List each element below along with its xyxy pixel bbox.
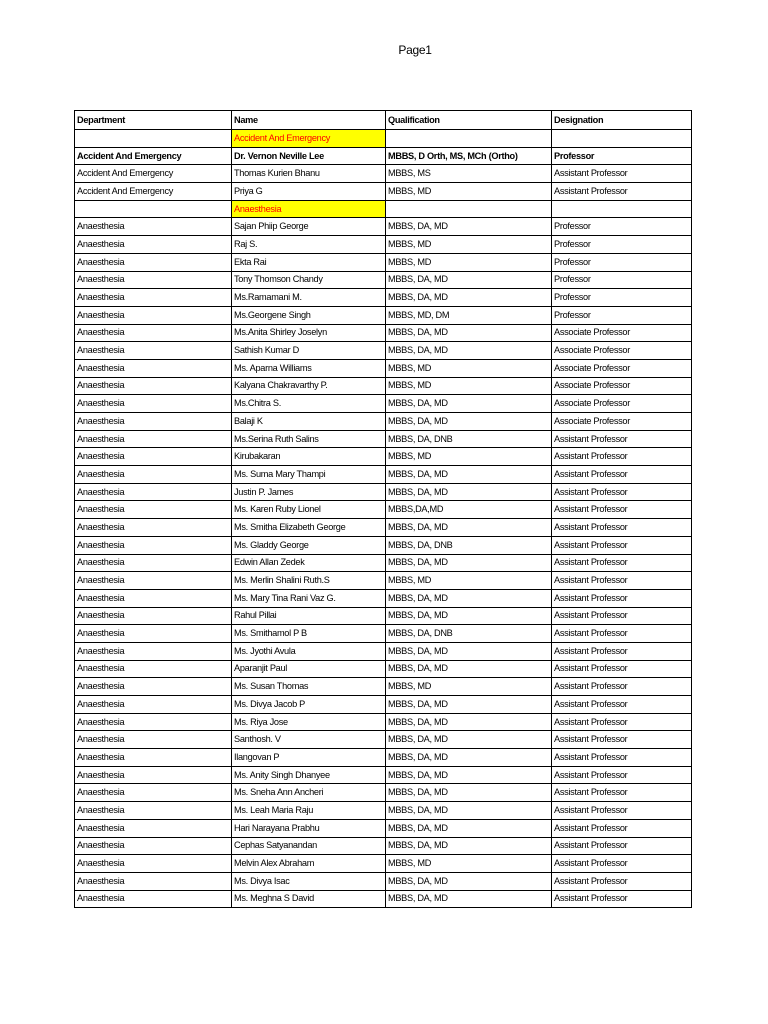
cell-qualification: MBBS, DA, DNB <box>386 430 552 448</box>
cell-department: Anaesthesia <box>75 236 232 254</box>
cell-name: Ms.Serina Ruth Salins <box>232 430 386 448</box>
cell-name: Melvin Alex Abraham <box>232 855 386 873</box>
cell-department: Anaesthesia <box>75 572 232 590</box>
cell-name: Ms. Divya Isac <box>232 872 386 890</box>
section-label: Accident And Emergency <box>232 130 386 148</box>
cell-name: Ms.Anita Shirley Joselyn <box>232 324 386 342</box>
cell-name: Ms. Smitha Elizabeth George <box>232 519 386 537</box>
table-row <box>75 377 692 395</box>
table-cell-empty <box>386 200 552 218</box>
table-row <box>75 713 692 731</box>
cell-department: Anaesthesia <box>75 359 232 377</box>
cell-designation: Assistant Professor <box>552 430 692 448</box>
cell-designation: Professor <box>552 253 692 271</box>
cell-designation: Associate Professor <box>552 359 692 377</box>
cell-department: Anaesthesia <box>75 731 232 749</box>
cell-designation: Assistant Professor <box>552 696 692 714</box>
cell-designation: Assistant Professor <box>552 766 692 784</box>
table-row <box>75 289 692 307</box>
cell-designation: Assistant Professor <box>552 855 692 873</box>
cell-designation: Assistant Professor <box>552 872 692 890</box>
cell-name: Sathish Kumar D <box>232 342 386 360</box>
cell-name: Kalyana Chakravarthy P. <box>232 377 386 395</box>
table-body <box>75 111 692 908</box>
cell-designation: Assistant Professor <box>552 713 692 731</box>
cell-designation: Assistant Professor <box>552 802 692 820</box>
cell-designation: Associate Professor <box>552 324 692 342</box>
cell-qualification: MBBS, DA, MD <box>386 466 552 484</box>
cell-name: Ms. Riya Jose <box>232 713 386 731</box>
section-row <box>75 130 692 148</box>
table-row <box>75 253 692 271</box>
table-row <box>75 890 692 908</box>
header-name: Name <box>232 111 386 130</box>
cell-name: Ms. Aparna Williams <box>232 359 386 377</box>
cell-designation: Assistant Professor <box>552 660 692 678</box>
cell-name: Ekta Rai <box>232 253 386 271</box>
cell-qualification: MBBS, DA, MD <box>386 749 552 767</box>
cell-qualification: MBBS, DA, MD <box>386 784 552 802</box>
cell-designation: Professor <box>552 147 692 165</box>
cell-name: Hari Narayana Prabhu <box>232 819 386 837</box>
cell-qualification: MBBS, DA, MD <box>386 872 552 890</box>
table-row <box>75 236 692 254</box>
cell-name: Ms. Susan Thomas <box>232 678 386 696</box>
table-row <box>75 147 692 165</box>
cell-department: Anaesthesia <box>75 306 232 324</box>
table-row <box>75 554 692 572</box>
table-row <box>75 731 692 749</box>
table-row <box>75 802 692 820</box>
cell-designation: Assistant Professor <box>552 749 692 767</box>
cell-department: Anaesthesia <box>75 483 232 501</box>
cell-qualification: MBBS, MD <box>386 236 552 254</box>
table-row <box>75 749 692 767</box>
cell-name: Tony Thomson Chandy <box>232 271 386 289</box>
table-row <box>75 872 692 890</box>
cell-designation: Assistant Professor <box>552 165 692 183</box>
cell-qualification: MBBS, DA, MD <box>386 890 552 908</box>
cell-designation: Assistant Professor <box>552 483 692 501</box>
cell-qualification: MBBS, MD <box>386 855 552 873</box>
cell-designation: Assistant Professor <box>552 642 692 660</box>
cell-designation: Assistant Professor <box>552 466 692 484</box>
cell-department: Anaesthesia <box>75 430 232 448</box>
table-row <box>75 625 692 643</box>
cell-name: Ms. Suma Mary Thampi <box>232 466 386 484</box>
table-cell-empty <box>75 130 232 148</box>
cell-designation: Assistant Professor <box>552 819 692 837</box>
cell-qualification: MBBS, MD <box>386 448 552 466</box>
cell-department: Anaesthesia <box>75 413 232 431</box>
page-title: Page1 <box>398 43 432 57</box>
cell-designation: Assistant Professor <box>552 572 692 590</box>
cell-name: Ms. Meghna S David <box>232 890 386 908</box>
cell-department: Anaesthesia <box>75 766 232 784</box>
cell-department: Anaesthesia <box>75 749 232 767</box>
table-row <box>75 430 692 448</box>
header-qualification: Qualification <box>386 111 552 130</box>
cell-name: Santhosh. V <box>232 731 386 749</box>
cell-designation: Professor <box>552 271 692 289</box>
cell-name: Rahul Pillai <box>232 607 386 625</box>
cell-name: Cephas Satyanandan <box>232 837 386 855</box>
cell-qualification: MBBS, DA, MD <box>386 642 552 660</box>
table-row <box>75 678 692 696</box>
cell-qualification: MBBS, MD <box>386 359 552 377</box>
cell-name: Ms. Jyothi Avula <box>232 642 386 660</box>
table-row <box>75 342 692 360</box>
cell-department: Anaesthesia <box>75 519 232 537</box>
table-row <box>75 696 692 714</box>
cell-designation: Professor <box>552 218 692 236</box>
table-row <box>75 819 692 837</box>
table-row <box>75 589 692 607</box>
section-row <box>75 200 692 218</box>
cell-qualification: MBBS, DA, MD <box>386 802 552 820</box>
cell-department: Accident And Emergency <box>75 165 232 183</box>
table-row <box>75 448 692 466</box>
cell-department: Anaesthesia <box>75 253 232 271</box>
cell-qualification: MBBS, DA, MD <box>386 413 552 431</box>
cell-name: Sajan Phiip George <box>232 218 386 236</box>
cell-qualification: MBBS, DA, MD <box>386 519 552 537</box>
cell-designation: Professor <box>552 236 692 254</box>
table-cell-empty <box>552 200 692 218</box>
cell-name: Ms. Anity Singh Dhanyee <box>232 766 386 784</box>
cell-qualification: MBBS, D Orth, MS, MCh (Ortho) <box>386 147 552 165</box>
cell-department: Anaesthesia <box>75 802 232 820</box>
cell-name: Ms. Smithamol P B <box>232 625 386 643</box>
cell-designation: Assistant Professor <box>552 183 692 201</box>
cell-qualification: MBBS, MD <box>386 572 552 590</box>
cell-qualification: MBBS, MD, DM <box>386 306 552 324</box>
cell-name: Thomas Kurien Bhanu <box>232 165 386 183</box>
cell-name: Ms.Chitra S. <box>232 395 386 413</box>
cell-name: Ms. Mary Tina Rani Vaz G. <box>232 589 386 607</box>
cell-qualification: MBBS, MD <box>386 253 552 271</box>
cell-department: Anaesthesia <box>75 642 232 660</box>
cell-department: Anaesthesia <box>75 324 232 342</box>
cell-department: Accident And Emergency <box>75 147 232 165</box>
cell-designation: Assistant Professor <box>552 554 692 572</box>
cell-qualification: MBBS, DA, DNB <box>386 625 552 643</box>
table-row <box>75 784 692 802</box>
cell-designation: Assistant Professor <box>552 536 692 554</box>
cell-designation: Assistant Professor <box>552 625 692 643</box>
cell-name: Ms. Merlin Shalini Ruth.S <box>232 572 386 590</box>
table-row <box>75 837 692 855</box>
cell-qualification: MBBS, DA, MD <box>386 713 552 731</box>
cell-qualification: MBBS, MD <box>386 183 552 201</box>
table-row <box>75 466 692 484</box>
cell-name: Kirubakaran <box>232 448 386 466</box>
cell-name: Ms. Leah Maria Raju <box>232 802 386 820</box>
cell-department: Accident And Emergency <box>75 183 232 201</box>
header-department: Department <box>75 111 232 130</box>
cell-qualification: MBBS, DA, MD <box>386 819 552 837</box>
cell-qualification: MBBS, DA, MD <box>386 271 552 289</box>
cell-qualification: MBBS, MD <box>386 377 552 395</box>
cell-department: Anaesthesia <box>75 218 232 236</box>
cell-name: Ms.Ramamani M. <box>232 289 386 307</box>
cell-name: Ms.Georgene Singh <box>232 306 386 324</box>
table-row <box>75 501 692 519</box>
cell-designation: Assistant Professor <box>552 678 692 696</box>
cell-name: Ms. Gladdy George <box>232 536 386 554</box>
cell-department: Anaesthesia <box>75 554 232 572</box>
cell-designation: Associate Professor <box>552 377 692 395</box>
cell-qualification: MBBS, DA, MD <box>386 837 552 855</box>
cell-designation: Professor <box>552 289 692 307</box>
table-row <box>75 359 692 377</box>
cell-qualification: MBBS, DA, MD <box>386 554 552 572</box>
cell-qualification: MBBS, DA, MD <box>386 660 552 678</box>
table-row <box>75 766 692 784</box>
table-row <box>75 483 692 501</box>
cell-department: Anaesthesia <box>75 536 232 554</box>
cell-department: Anaesthesia <box>75 855 232 873</box>
cell-qualification: MBBS, DA, MD <box>386 324 552 342</box>
table-row <box>75 165 692 183</box>
table-row <box>75 519 692 537</box>
cell-qualification: MBBS, DA, MD <box>386 607 552 625</box>
cell-department: Anaesthesia <box>75 271 232 289</box>
cell-name: Ilangovan P <box>232 749 386 767</box>
cell-designation: Professor <box>552 306 692 324</box>
cell-department: Anaesthesia <box>75 660 232 678</box>
table-row <box>75 183 692 201</box>
table-row <box>75 855 692 873</box>
cell-department: Anaesthesia <box>75 607 232 625</box>
table-cell-empty <box>75 200 232 218</box>
cell-department: Anaesthesia <box>75 625 232 643</box>
header-designation: Designation <box>552 111 692 130</box>
cell-qualification: MBBS, DA, MD <box>386 218 552 236</box>
table-row <box>75 607 692 625</box>
cell-department: Anaesthesia <box>75 678 232 696</box>
table-cell-empty <box>552 130 692 148</box>
cell-name: Dr. Vernon Neville Lee <box>232 147 386 165</box>
cell-department: Anaesthesia <box>75 890 232 908</box>
cell-department: Anaesthesia <box>75 342 232 360</box>
cell-designation: Assistant Professor <box>552 448 692 466</box>
cell-designation: Assistant Professor <box>552 501 692 519</box>
cell-department: Anaesthesia <box>75 837 232 855</box>
cell-designation: Associate Professor <box>552 413 692 431</box>
cell-name: Balaji K <box>232 413 386 431</box>
cell-name: Aparanjit Paul <box>232 660 386 678</box>
cell-qualification: MBBS, DA, MD <box>386 289 552 307</box>
cell-designation: Assistant Professor <box>552 890 692 908</box>
cell-designation: Assistant Professor <box>552 837 692 855</box>
cell-department: Anaesthesia <box>75 784 232 802</box>
cell-department: Anaesthesia <box>75 289 232 307</box>
cell-department: Anaesthesia <box>75 872 232 890</box>
cell-qualification: MBBS, DA, MD <box>386 766 552 784</box>
cell-department: Anaesthesia <box>75 501 232 519</box>
cell-qualification: MBBS, DA, DNB <box>386 536 552 554</box>
cell-qualification: MBBS, MD <box>386 678 552 696</box>
cell-designation: Assistant Professor <box>552 731 692 749</box>
cell-department: Anaesthesia <box>75 696 232 714</box>
cell-qualification: MBBS,DA,MD <box>386 501 552 519</box>
table-row <box>75 218 692 236</box>
cell-department: Anaesthesia <box>75 466 232 484</box>
cell-qualification: MBBS, DA, MD <box>386 589 552 607</box>
cell-qualification: MBBS, DA, MD <box>386 483 552 501</box>
table-row <box>75 536 692 554</box>
table-row <box>75 324 692 342</box>
cell-department: Anaesthesia <box>75 448 232 466</box>
cell-qualification: MBBS, MS <box>386 165 552 183</box>
cell-qualification: MBBS, DA, MD <box>386 395 552 413</box>
cell-designation: Assistant Professor <box>552 589 692 607</box>
cell-qualification: MBBS, DA, MD <box>386 696 552 714</box>
cell-name: Ms. Karen Ruby Lionel <box>232 501 386 519</box>
cell-department: Anaesthesia <box>75 395 232 413</box>
cell-name: Ms. Divya Jacob P <box>232 696 386 714</box>
table-cell-empty <box>386 130 552 148</box>
cell-name: Justin P. James <box>232 483 386 501</box>
table-row <box>75 572 692 590</box>
cell-designation: Assistant Professor <box>552 784 692 802</box>
table-row <box>75 395 692 413</box>
cell-name: Ms. Sneha Ann Ancheri <box>232 784 386 802</box>
cell-qualification: MBBS, DA, MD <box>386 731 552 749</box>
table-header-row <box>75 111 692 130</box>
table-row <box>75 306 692 324</box>
cell-qualification: MBBS, DA, MD <box>386 342 552 360</box>
section-label: Anaesthesia <box>232 200 386 218</box>
cell-name: Edwin Allan Zedek <box>232 554 386 572</box>
cell-department: Anaesthesia <box>75 589 232 607</box>
table-row <box>75 413 692 431</box>
cell-department: Anaesthesia <box>75 377 232 395</box>
table-row <box>75 271 692 289</box>
cell-department: Anaesthesia <box>75 713 232 731</box>
cell-designation: Assistant Professor <box>552 519 692 537</box>
cell-designation: Associate Professor <box>552 342 692 360</box>
table-row <box>75 642 692 660</box>
table-row <box>75 660 692 678</box>
cell-department: Anaesthesia <box>75 819 232 837</box>
cell-name: Raj S. <box>232 236 386 254</box>
faculty-table <box>74 110 692 908</box>
cell-designation: Associate Professor <box>552 395 692 413</box>
cell-designation: Assistant Professor <box>552 607 692 625</box>
cell-name: Priya G <box>232 183 386 201</box>
